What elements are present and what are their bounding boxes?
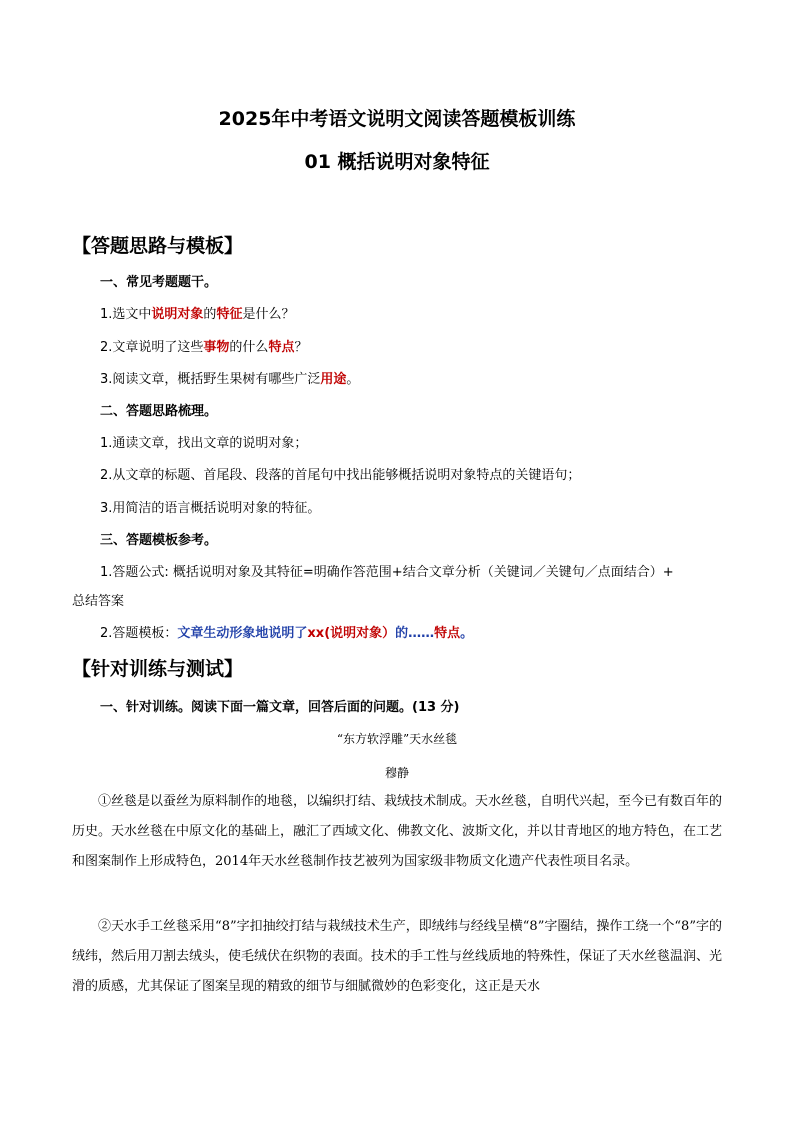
- document-title: 2025年中考语文说明文阅读答题模板训练: [218, 108, 576, 130]
- training-instruction: 一、针对训练。阅读下面一篇文章，回答后面的问题。(13 分): [100, 700, 460, 715]
- template-text: 。: [460, 626, 474, 641]
- template-keyword-trait: 特点: [434, 626, 461, 641]
- template-text: 的……: [395, 626, 435, 641]
- question-3: [100, 368, 359, 387]
- part-heading-approach: 二、答题思路梳理。: [100, 404, 218, 419]
- q3-text: 3.阅读文章，概括野生果树有哪些广泛: [100, 372, 321, 387]
- question-1: [100, 303, 294, 322]
- template-label: 2.答题模板：: [100, 626, 178, 641]
- article-paragraph-1: ①丝毯是以蚕丝为原料制作的地毯，以编织打结、栽绒技术制成。天水丝毯，自明代兴起，至今已有数百年的历史。天水丝毯在中原文化的基础上，融汇了西域文化、佛教文化、波斯文化，并以甘青地区的地方特色，在工艺和图案制作上形成特色，2014年天水丝毯制作技艺被列为国家级非物质文化遗产代表性项目名录。: [72, 794, 723, 869]
- formula-line-continued: 总结答案: [72, 594, 125, 609]
- section-heading-training: 【针对训练与测试】: [72, 658, 244, 680]
- q1-keyword-object: 说明对象: [151, 307, 204, 322]
- q1-keyword-feature: 特征: [216, 307, 243, 322]
- template-text: 文章生动形象地说明了: [177, 626, 308, 641]
- template-placeholder: xx(说明对象）: [307, 626, 396, 641]
- article-paragraph-2: ②天水手工丝毯采用“8”字扣抽绞打结与栽绒技术生产，即绒纬与经线呈横“8”字圈结，操作工绕一个“8”字的绒纬，然后用刀割去绒头，使毛绒伏在织物的表面。技术的手工性与丝线质地的特殊性，保证了天水丝毯温润、光滑的质感，尤其保证了图案呈现的精致的细节与细腻微妙的色彩变化，这正是天水: [72, 919, 723, 994]
- q2-text: 的什么: [229, 340, 269, 355]
- section-heading-answer-template: 【答题思路与模板】: [72, 235, 244, 257]
- q2-text: ？: [294, 340, 308, 355]
- document-subtitle: 01 概括说明对象特征: [304, 151, 490, 173]
- q2-keyword-trait: 特点: [268, 340, 295, 355]
- q2-text: 2.文章说明了这些: [100, 340, 204, 355]
- approach-step-3: 3.用简洁的语言概括说明对象的特征。: [100, 501, 321, 516]
- article-author: 穆静: [384, 766, 409, 780]
- article-title: “东方软浮雕”天水丝毯: [336, 732, 458, 746]
- q1-text: 1.选文中: [100, 307, 152, 322]
- question-2: [100, 336, 307, 355]
- q1-text: 是什么？: [242, 307, 295, 322]
- approach-step-1: 1.通读文章，找出文章的说明对象；: [100, 436, 308, 451]
- q3-keyword-use: 用途: [320, 372, 347, 387]
- part-heading-common-questions: 一、常见考题题干。: [100, 275, 218, 290]
- q2-keyword-thing: 事物: [203, 340, 230, 355]
- template-line: [100, 622, 473, 641]
- q1-text: 的: [203, 307, 217, 322]
- part-heading-template: 三、答题模板参考。: [100, 533, 218, 548]
- q3-text: 。: [346, 372, 360, 387]
- formula-line: 1.答题公式: 概括说明对象及其特征=明确作答范围+结合文章分析（关键词／关键句／点面结合）+: [100, 565, 674, 580]
- approach-step-2: 2.从文章的标题、首尾段、段落的首尾句中找出能够概括说明对象特点的关键语句；: [100, 468, 581, 483]
